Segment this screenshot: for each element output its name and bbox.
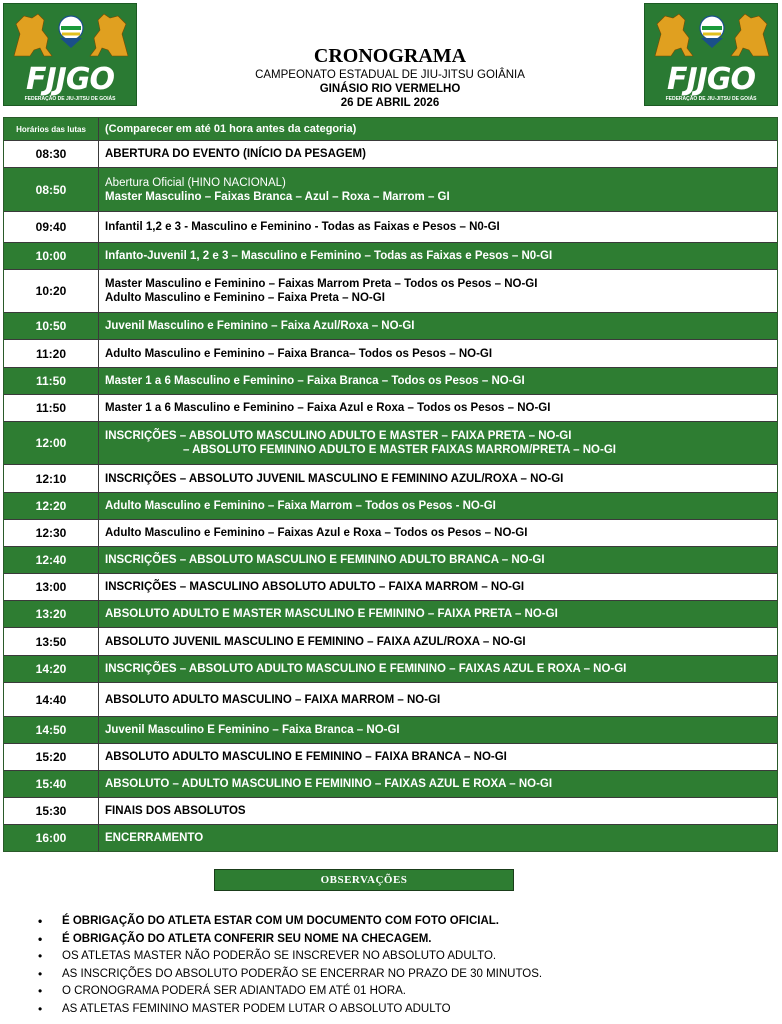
fjjgo-logo-right bbox=[644, 3, 778, 106]
row-time: 15:40 bbox=[4, 771, 99, 797]
row-text: INSCRIÇÕES – ABSOLUTO JUVENIL MASCULINO E FEMININO AZUL/ROXA – NO-GI bbox=[105, 472, 564, 485]
row-text: Master 1 a 6 Masculino e Feminino – Faixa Branca – Todos os Pesos – NO-GI bbox=[105, 375, 525, 387]
row-text: ABSOLUTO ADULTO MASCULINO – FAIXA MARROM – NO-GI bbox=[105, 693, 441, 706]
row-time: 11:50 bbox=[4, 368, 99, 394]
venue: GINÁSIO RIO VERMELHO bbox=[319, 83, 461, 95]
row-time: 14:20 bbox=[4, 656, 99, 682]
row-text: ENCERRAMENTO bbox=[105, 832, 204, 844]
row-time: 15:30 bbox=[4, 798, 99, 824]
row-time: 13:20 bbox=[4, 601, 99, 627]
row-text: Abertura Oficial (HINO NACIONAL) bbox=[105, 176, 286, 189]
table-header-row bbox=[4, 118, 777, 141]
row-time: 08:50 bbox=[4, 168, 99, 211]
row-text: Master Masculino – Faixas Branca – Azul – Roxa – Marrom – GI bbox=[105, 190, 450, 203]
list-item: • O CRONOGRAMA PODERÁ SER ADIANTADO EM ATÉ 01 HORA. bbox=[38, 983, 542, 1001]
row-text: Adulto Masculino e Feminino – Faixas Azul e Roxa – Todos os Pesos – NO-GI bbox=[105, 527, 528, 539]
fjjgo-logo-left bbox=[3, 3, 137, 106]
row-text: Infantil 1,2 e 3 - Masculino e Feminino - Todas as Faixas e Pesos – N0-GI bbox=[105, 221, 500, 233]
table-row bbox=[4, 628, 777, 656]
row-text: Adulto Masculino e Feminino – Faixa Branca– Todos os Pesos – NO-GI bbox=[105, 347, 493, 360]
schedule-table bbox=[3, 117, 778, 852]
row-time: 12:30 bbox=[4, 520, 99, 546]
row-text: INSCRIÇÕES – ABSOLUTO MASCULINO E FEMININO ADULTO BRANCA – NO-GI bbox=[105, 554, 545, 566]
table-row bbox=[4, 744, 777, 771]
table-row bbox=[4, 368, 777, 395]
row-time: 10:50 bbox=[4, 313, 99, 339]
row-text: – ABSOLUTO FEMININO ADULTO E MASTER FAIXAS MARROM/PRETA – NO-GI bbox=[183, 444, 616, 456]
row-text: Adulto Masculino e Feminino – Faixa Preta – NO-GI bbox=[105, 292, 385, 304]
list-item: • AS INSCRIÇÕES DO ABSOLUTO PODERÃO SE ENCERRAR NO PRAZO DE 30 MINUTOS. bbox=[38, 966, 542, 984]
row-text: ABSOLUTO – ADULTO MASCULINO E FEMININO – FAIXAS AZUL E ROXA – NO-GI bbox=[105, 778, 553, 790]
table-row bbox=[4, 493, 777, 520]
row-text: Adulto Masculino e Feminino – Faixa Marrom – Todos os Pesos - NO-GI bbox=[105, 500, 496, 512]
row-time: 14:40 bbox=[4, 683, 99, 716]
document-header bbox=[140, 44, 640, 110]
row-time: 11:50 bbox=[4, 395, 99, 421]
list-item: • É OBRIGAÇÃO DO ATLETA CONFERIR SEU NOME NA CHECAGEM. bbox=[38, 931, 542, 949]
table-row bbox=[4, 465, 777, 493]
logo-text: FJJGO bbox=[667, 62, 755, 97]
row-time: 09:40 bbox=[4, 212, 99, 242]
lions-emblem-icon bbox=[645, 4, 779, 64]
event-name: CAMPEONATO ESTADUAL DE JIU-JITSU GOIÂNIA bbox=[255, 69, 525, 81]
row-text: Juvenil Masculino E Feminino – Faixa Branca – NO-GI bbox=[105, 724, 400, 736]
row-time: 13:00 bbox=[4, 574, 99, 600]
row-time: 12:40 bbox=[4, 547, 99, 573]
row-text: FINAIS DOS ABSOLUTOS bbox=[105, 805, 246, 817]
row-time: 12:20 bbox=[4, 493, 99, 519]
row-text: INSCRIÇÕES – ABSOLUTO MASCULINO ADULTO E MASTER – FAIXA PRETA – NO-GI bbox=[105, 430, 572, 442]
page-title: CRONOGRAMA bbox=[313, 45, 467, 67]
logo-text: FJJGO bbox=[26, 62, 114, 97]
logo-subtitle: FEDERAÇÃO DE JIU-JITSU DE GOIÁS bbox=[24, 96, 116, 102]
row-time: 15:20 bbox=[4, 744, 99, 770]
table-row bbox=[4, 395, 777, 422]
row-text: Juvenil Masculino e Feminino – Faixa Azul/Roxa – NO-GI bbox=[105, 320, 415, 332]
table-row bbox=[4, 601, 777, 628]
row-time: 08:30 bbox=[4, 141, 99, 167]
list-item: • OS ATLETAS MASTER NÃO PODERÃO SE INSCREVER NO ABSOLUTO ADULTO. bbox=[38, 948, 542, 966]
row-time: 10:20 bbox=[4, 270, 99, 312]
table-row bbox=[4, 270, 777, 313]
observations-title: OBSERVAÇÕES bbox=[214, 869, 514, 891]
table-row bbox=[4, 825, 777, 851]
list-item: • AS ATLETAS FEMININO MASTER PODEM LUTAR O ABSOLUTO ADULTO bbox=[38, 1001, 542, 1019]
row-time: 11:20 bbox=[4, 340, 99, 367]
lions-emblem-icon bbox=[4, 4, 138, 64]
row-text: INSCRIÇÕES – MASCULINO ABSOLUTO ADULTO – FAIXA MARROM – NO-GI bbox=[105, 581, 525, 593]
table-row bbox=[4, 717, 777, 744]
table-row bbox=[4, 574, 777, 601]
row-text: ABSOLUTO ADULTO MASCULINO E FEMININO – FAIXA BRANCA – NO-GI bbox=[105, 751, 507, 763]
table-row bbox=[4, 340, 777, 368]
row-text: Master 1 a 6 Masculino e Feminino – Faixa Azul e Roxa – Todos os Pesos – NO-GI bbox=[105, 402, 551, 414]
row-text: ABERTURA DO EVENTO (INÍCIO DA PESAGEM) bbox=[105, 148, 366, 160]
row-text: INSCRIÇÕES – ABSOLUTO ADULTO MASCULINO E FEMININO – FAIXAS AZUL E ROXA – NO-GI bbox=[105, 663, 627, 675]
row-time: 12:00 bbox=[4, 422, 99, 464]
table-row bbox=[4, 141, 777, 168]
row-time: 12:10 bbox=[4, 465, 99, 492]
row-time: 16:00 bbox=[4, 825, 99, 851]
table-row bbox=[4, 243, 777, 270]
row-text: Infanto-Juvenil 1, 2 e 3 – Masculino e Feminino – Todas as Faixas e Pesos – N0-GI bbox=[105, 250, 553, 262]
row-text: ABSOLUTO ADULTO E MASTER MASCULINO E FEMININO – FAIXA PRETA – NO-GI bbox=[105, 608, 558, 620]
table-row bbox=[4, 422, 777, 465]
table-row bbox=[4, 212, 777, 243]
table-row bbox=[4, 168, 777, 212]
table-row bbox=[4, 547, 777, 574]
table-row bbox=[4, 520, 777, 547]
row-time: 13:50 bbox=[4, 628, 99, 655]
logo-subtitle: FEDERAÇÃO DE JIU-JITSU DE GOIÁS bbox=[665, 96, 757, 102]
time-column-header: Horários das lutas bbox=[4, 118, 99, 140]
row-text: ABSOLUTO JUVENIL MASCULINO E FEMININO – FAIXA AZUL/ROXA – NO-GI bbox=[105, 635, 526, 648]
table-row bbox=[4, 683, 777, 717]
observations-list bbox=[38, 913, 542, 1018]
table-row bbox=[4, 656, 777, 683]
row-time: 10:00 bbox=[4, 243, 99, 269]
table-row bbox=[4, 313, 777, 340]
table-row bbox=[4, 798, 777, 825]
event-date: 26 DE ABRIL 2026 bbox=[340, 97, 440, 109]
table-row bbox=[4, 771, 777, 798]
row-text: Master Masculino e Feminino – Faixas Marrom Preta – Todos os Pesos – NO-GI bbox=[105, 278, 538, 290]
list-item: • É OBRIGAÇÃO DO ATLETA ESTAR COM UM DOCUMENTO COM FOTO OFICIAL. bbox=[38, 913, 542, 931]
row-time: 14:50 bbox=[4, 717, 99, 743]
description-column-header: (Comparecer em até 01 hora antes da categoria) bbox=[105, 123, 357, 135]
